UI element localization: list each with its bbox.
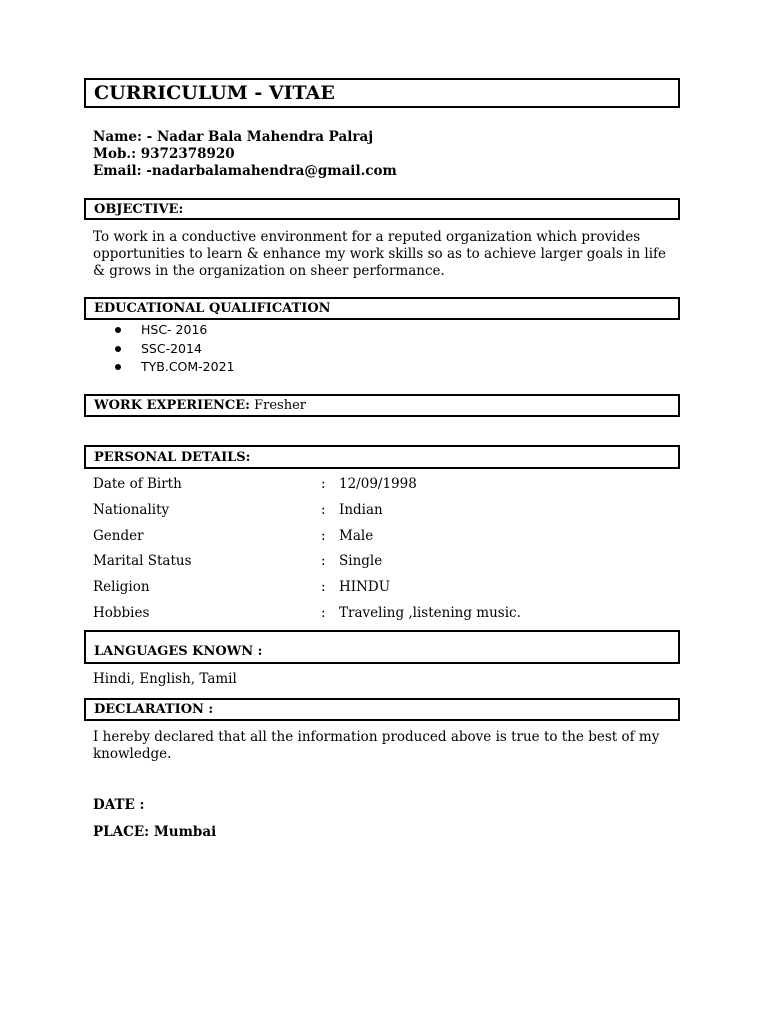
education-list xyxy=(115,321,235,377)
bullet-icon xyxy=(115,346,121,352)
date-label: DATE : xyxy=(93,797,145,813)
work-experience-heading xyxy=(84,394,680,417)
declaration-heading: DECLARATION : xyxy=(84,698,680,721)
objective-text: To work in a conductive environment for a reputed organization which provides opportunities to learn & enhance my work skills so as to achieve larger goals in life & grows in the organization on sheer performance. xyxy=(93,229,667,279)
objective-heading: OBJECTIVE: xyxy=(84,198,680,220)
contact-email: Email: -nadarbalamahendra@gmail.com xyxy=(93,163,397,179)
personal-details-heading: PERSONAL DETAILS: xyxy=(84,445,680,469)
work-experience-label: WORK EXPERIENCE: xyxy=(94,398,250,413)
list-item: SSC-2014 xyxy=(115,340,235,359)
cv-page: CURRICULUM - VITAE Name: - Nadar Bala Mahendra Palraj Mob.: 9372378920 Email: -nadarbalamahendra@gmail.com OBJECTIVE: To work in a conductive environment for a reputed organization which provides opportunities to learn & enhance my work skills so as to achieve larger goals in life & grows in the organization on sheer performance. EDUCATIONAL QUALIFICATION HSC- 2016 SSC-2014 TYB.COM-2021 WORK EXPERIENCE: Fresher PERSONAL DETAILS: Date of Birth : 12/09/1998 Nationality : Indian Gender : Male Marital Status : Single Religion : HINDU Hobbies : Traveling ,listening music. LANGUAGES KNOWN : Hindi, English, Tamil DECLARATION : I hereby declared that all the information produced above is true to the best of my knowledge. DATE : PLACE: Mumbai xyxy=(0,0,768,1024)
cv-title: CURRICULUM - VITAE xyxy=(84,78,680,108)
contact-mobile: Mob.: 9372378920 xyxy=(93,146,235,162)
bullet-icon xyxy=(115,364,121,370)
work-experience-value: Fresher xyxy=(249,398,306,413)
declaration-text: I hereby declared that all the information produced above is true to the best of my knowledge. xyxy=(93,729,660,762)
languages-heading: LANGUAGES KNOWN : xyxy=(84,630,680,664)
place-label: PLACE: Mumbai xyxy=(93,824,217,840)
list-item: TYB.COM-2021 xyxy=(115,358,235,377)
bullet-icon xyxy=(115,327,121,333)
list-item: HSC- 2016 xyxy=(115,321,235,340)
languages-text: Hindi, English, Tamil xyxy=(93,671,237,687)
education-heading: EDUCATIONAL QUALIFICATION xyxy=(84,297,680,320)
contact-name: Name: - Nadar Bala Mahendra Palraj xyxy=(93,129,374,145)
